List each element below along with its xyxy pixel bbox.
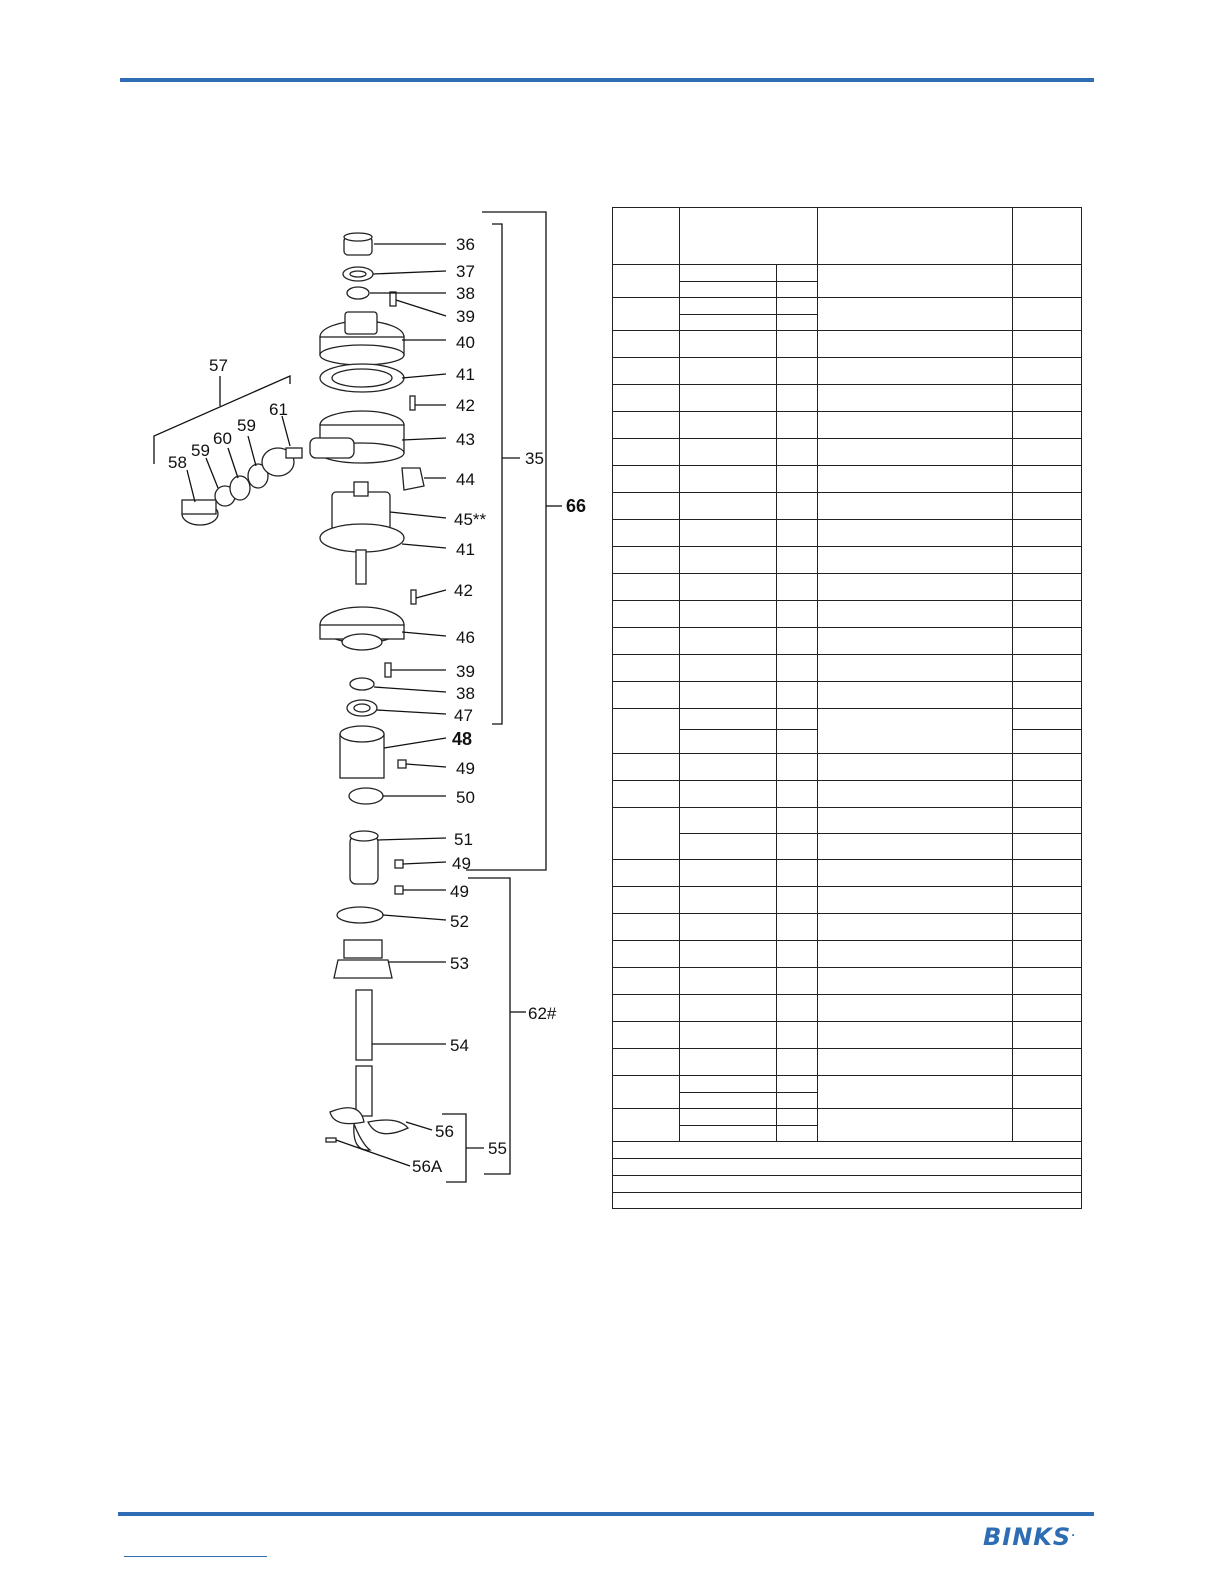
group-59b: 59 (237, 416, 256, 435)
table-cell (818, 520, 1013, 547)
table-cell (680, 493, 777, 520)
table-cell (777, 315, 818, 331)
table-row (613, 439, 1082, 466)
callout-38b: 38 (456, 684, 475, 703)
table-cell (818, 968, 1013, 995)
table-cell (818, 331, 1013, 358)
table-cell (818, 1022, 1013, 1049)
table-cell (818, 628, 1013, 655)
table-cell (777, 412, 818, 439)
table-cell (613, 808, 680, 860)
table-cell (613, 358, 680, 385)
group-59a: 59 (191, 441, 210, 460)
table-cell (777, 730, 818, 754)
table-row (613, 1049, 1082, 1076)
table-cell (680, 754, 777, 781)
table-cell (777, 1022, 818, 1049)
table-cell (1013, 1076, 1082, 1109)
table-cell (777, 358, 818, 385)
table-cell (613, 265, 680, 298)
table-cell (613, 941, 680, 968)
table-cell (680, 1093, 777, 1109)
group-57: 57 (209, 356, 228, 375)
table-cell (818, 385, 1013, 412)
table-note-row (613, 1193, 1082, 1209)
table-cell (777, 1076, 818, 1093)
table-cell (1013, 941, 1082, 968)
table-cell (1013, 208, 1082, 265)
table-cell (818, 1076, 1013, 1109)
group-61: 61 (269, 400, 288, 419)
callout-41: 41 (456, 365, 475, 384)
table-cell (818, 655, 1013, 682)
table-cell (1013, 995, 1082, 1022)
table-cell (777, 493, 818, 520)
table-cell (818, 754, 1013, 781)
table-row (613, 887, 1082, 914)
table-row (613, 1109, 1082, 1126)
callout-41b: 41 (456, 540, 475, 559)
table-cell (1013, 574, 1082, 601)
table-cell (613, 298, 680, 331)
table-cell (680, 887, 777, 914)
table-cell (1013, 1109, 1082, 1142)
table-row (613, 628, 1082, 655)
table-row (613, 520, 1082, 547)
table-row (613, 1022, 1082, 1049)
callout-42b: 42 (454, 581, 473, 600)
table-row (613, 1076, 1082, 1093)
table-cell (777, 709, 818, 730)
table-cell (1013, 1022, 1082, 1049)
table-cell (613, 1109, 680, 1142)
table-cell (1013, 628, 1082, 655)
callout-39b: 39 (456, 662, 475, 681)
table-cell (680, 601, 777, 628)
table-cell (680, 331, 777, 358)
table-cell (1013, 968, 1082, 995)
callout-51: 51 (454, 830, 473, 849)
table-row (613, 941, 1082, 968)
table-cell (777, 385, 818, 412)
table-cell (818, 1109, 1013, 1142)
table-cell (818, 439, 1013, 466)
table-cell (777, 914, 818, 941)
table-cell (1013, 808, 1082, 834)
table-cell (818, 941, 1013, 968)
table-cell (777, 682, 818, 709)
callout-39: 39 (456, 307, 475, 326)
table-cell (818, 1049, 1013, 1076)
table-cell (777, 574, 818, 601)
table-cell (1013, 709, 1082, 730)
callout-56a: 56A (412, 1157, 443, 1176)
table-row (613, 466, 1082, 493)
table-row (613, 709, 1082, 730)
footer-link-underline[interactable] (124, 1556, 267, 1557)
table-cell (680, 208, 818, 265)
table-cell (680, 1109, 777, 1126)
table-note-row (613, 1176, 1082, 1193)
table-cell (613, 781, 680, 808)
table-cell (818, 682, 1013, 709)
table-cell (777, 439, 818, 466)
table-cell (613, 1176, 1082, 1193)
table-cell (1013, 385, 1082, 412)
callout-50: 50 (456, 788, 475, 807)
table-cell (818, 466, 1013, 493)
table-cell (777, 520, 818, 547)
table-row (613, 547, 1082, 574)
table-cell (818, 834, 1013, 860)
table-cell (818, 265, 1013, 298)
table-cell (613, 709, 680, 754)
table-cell (777, 282, 818, 298)
binks-logo: BINKS. (983, 1523, 1077, 1551)
table-cell (1013, 754, 1082, 781)
callout-49: 49 (456, 759, 475, 778)
table-cell (680, 834, 777, 860)
table-row (613, 574, 1082, 601)
callout-40: 40 (456, 333, 475, 352)
table-note-row (613, 1142, 1082, 1159)
table-cell (680, 941, 777, 968)
table-cell (1013, 493, 1082, 520)
table-cell (818, 493, 1013, 520)
table-cell (613, 439, 680, 466)
table-cell (777, 466, 818, 493)
table-cell (613, 412, 680, 439)
table-cell (680, 358, 777, 385)
table-cell (1013, 914, 1082, 941)
table-header-row (613, 208, 1082, 265)
table-row (613, 914, 1082, 941)
table-cell (680, 385, 777, 412)
table-cell (1013, 834, 1082, 860)
parts-list-table (612, 207, 1082, 1209)
table-cell (680, 265, 777, 282)
header-rule (120, 78, 1094, 82)
table-cell (1013, 439, 1082, 466)
table-cell (777, 941, 818, 968)
table-cell (777, 265, 818, 282)
callout-54: 54 (450, 1036, 469, 1055)
table-cell (613, 655, 680, 682)
table-note-row (613, 1159, 1082, 1176)
table-cell (777, 655, 818, 682)
table-cell (777, 601, 818, 628)
table-cell (777, 834, 818, 860)
table-cell (680, 547, 777, 574)
table-cell (680, 466, 777, 493)
table-cell (818, 709, 1013, 754)
table-cell (818, 358, 1013, 385)
table-cell (613, 860, 680, 887)
table-cell (1013, 358, 1082, 385)
table-cell (680, 1076, 777, 1093)
callout-36: 36 (456, 235, 475, 254)
table-cell (613, 1193, 1082, 1209)
table-cell (680, 995, 777, 1022)
group-35: 35 (525, 449, 544, 468)
table-cell (777, 547, 818, 574)
table-row (613, 995, 1082, 1022)
table-cell (777, 1109, 818, 1126)
table-cell (777, 331, 818, 358)
table-row (613, 754, 1082, 781)
table-cell (818, 860, 1013, 887)
callout-52: 52 (450, 912, 469, 931)
table-cell (777, 968, 818, 995)
exploded-parts-diagram (140, 200, 610, 1190)
table-cell (777, 860, 818, 887)
callout-38: 38 (456, 284, 475, 303)
table-cell (613, 754, 680, 781)
table-row (613, 298, 1082, 315)
table-cell (777, 995, 818, 1022)
table-cell (680, 282, 777, 298)
table-cell (777, 808, 818, 834)
table-cell (1013, 887, 1082, 914)
table-cell (1013, 730, 1082, 754)
table-cell (680, 655, 777, 682)
table-cell (777, 1049, 818, 1076)
table-cell (613, 331, 680, 358)
table-cell (613, 547, 680, 574)
table-cell (1013, 547, 1082, 574)
table-cell (818, 781, 1013, 808)
table-row (613, 385, 1082, 412)
callout-53: 53 (450, 954, 469, 973)
table-cell (613, 574, 680, 601)
table-cell (1013, 412, 1082, 439)
table-row (613, 412, 1082, 439)
table-cell (680, 1126, 777, 1142)
table-row (613, 265, 1082, 282)
callout-48: 48 (452, 729, 473, 749)
table-cell (680, 315, 777, 331)
table-cell (613, 1142, 1082, 1159)
table-cell (613, 914, 680, 941)
table-cell (818, 914, 1013, 941)
table-cell (1013, 298, 1082, 331)
callout-49b: 49 (452, 854, 471, 873)
table-cell (613, 628, 680, 655)
table-cell (777, 887, 818, 914)
table-cell (613, 466, 680, 493)
callout-47: 47 (454, 706, 473, 725)
table-cell (680, 298, 777, 315)
table-row (613, 655, 1082, 682)
table-cell (613, 1049, 680, 1076)
group-55: 55 (488, 1139, 507, 1158)
table-cell (613, 1022, 680, 1049)
callout-45: 45** (454, 510, 487, 529)
table-cell (818, 547, 1013, 574)
table-cell (680, 808, 777, 834)
table-cell (818, 995, 1013, 1022)
table-cell (613, 968, 680, 995)
callout-46: 46 (456, 628, 475, 647)
table-cell (777, 754, 818, 781)
callout-37: 37 (456, 262, 475, 281)
table-cell (680, 914, 777, 941)
table-cell (1013, 265, 1082, 298)
table-cell (818, 208, 1013, 265)
table-cell (1013, 655, 1082, 682)
table-cell (818, 887, 1013, 914)
table-cell (818, 298, 1013, 331)
table-row (613, 808, 1082, 834)
table-cell (613, 1159, 1082, 1176)
table-cell (1013, 1049, 1082, 1076)
table-cell (680, 628, 777, 655)
table-cell (613, 1076, 680, 1109)
table-row (613, 601, 1082, 628)
callout-42: 42 (456, 396, 475, 415)
table-cell (680, 439, 777, 466)
table-row (613, 493, 1082, 520)
table-cell (1013, 682, 1082, 709)
table-cell (613, 493, 680, 520)
table-cell (613, 208, 680, 265)
table-cell (1013, 466, 1082, 493)
table-cell (680, 574, 777, 601)
table-cell (613, 887, 680, 914)
table-cell (818, 412, 1013, 439)
table-row (613, 331, 1082, 358)
table-cell (1013, 601, 1082, 628)
footer-rule (118, 1512, 1094, 1516)
group-60: 60 (213, 429, 232, 448)
table-cell (1013, 520, 1082, 547)
callout-43: 43 (456, 430, 475, 449)
table-row (613, 358, 1082, 385)
table-cell (777, 628, 818, 655)
table-row (613, 682, 1082, 709)
table-cell (777, 1093, 818, 1109)
callout-49c: 49 (450, 882, 469, 901)
table-cell (613, 601, 680, 628)
table-cell (818, 601, 1013, 628)
table-cell (818, 808, 1013, 834)
group-62: 62# (528, 1004, 557, 1023)
table-cell (680, 730, 777, 754)
table-cell (777, 1126, 818, 1142)
table-cell (680, 682, 777, 709)
table-row (613, 781, 1082, 808)
table-cell (613, 682, 680, 709)
table-cell (680, 968, 777, 995)
callout-56: 56 (435, 1122, 454, 1141)
table-cell (680, 709, 777, 730)
table-cell (777, 781, 818, 808)
table-row (613, 834, 1082, 860)
callout-44: 44 (456, 470, 475, 489)
table-cell (613, 995, 680, 1022)
table-cell (777, 298, 818, 315)
table-row (613, 860, 1082, 887)
table-cell (680, 1049, 777, 1076)
group-66: 66 (566, 496, 587, 516)
table-cell (680, 1022, 777, 1049)
table-cell (818, 574, 1013, 601)
table-cell (680, 860, 777, 887)
table-cell (680, 520, 777, 547)
table-cell (1013, 331, 1082, 358)
table-row (613, 968, 1082, 995)
group-58: 58 (168, 453, 187, 472)
table-cell (680, 412, 777, 439)
table-cell (1013, 860, 1082, 887)
table-cell (680, 781, 777, 808)
table-cell (613, 385, 680, 412)
table-cell (613, 520, 680, 547)
table-cell (1013, 781, 1082, 808)
